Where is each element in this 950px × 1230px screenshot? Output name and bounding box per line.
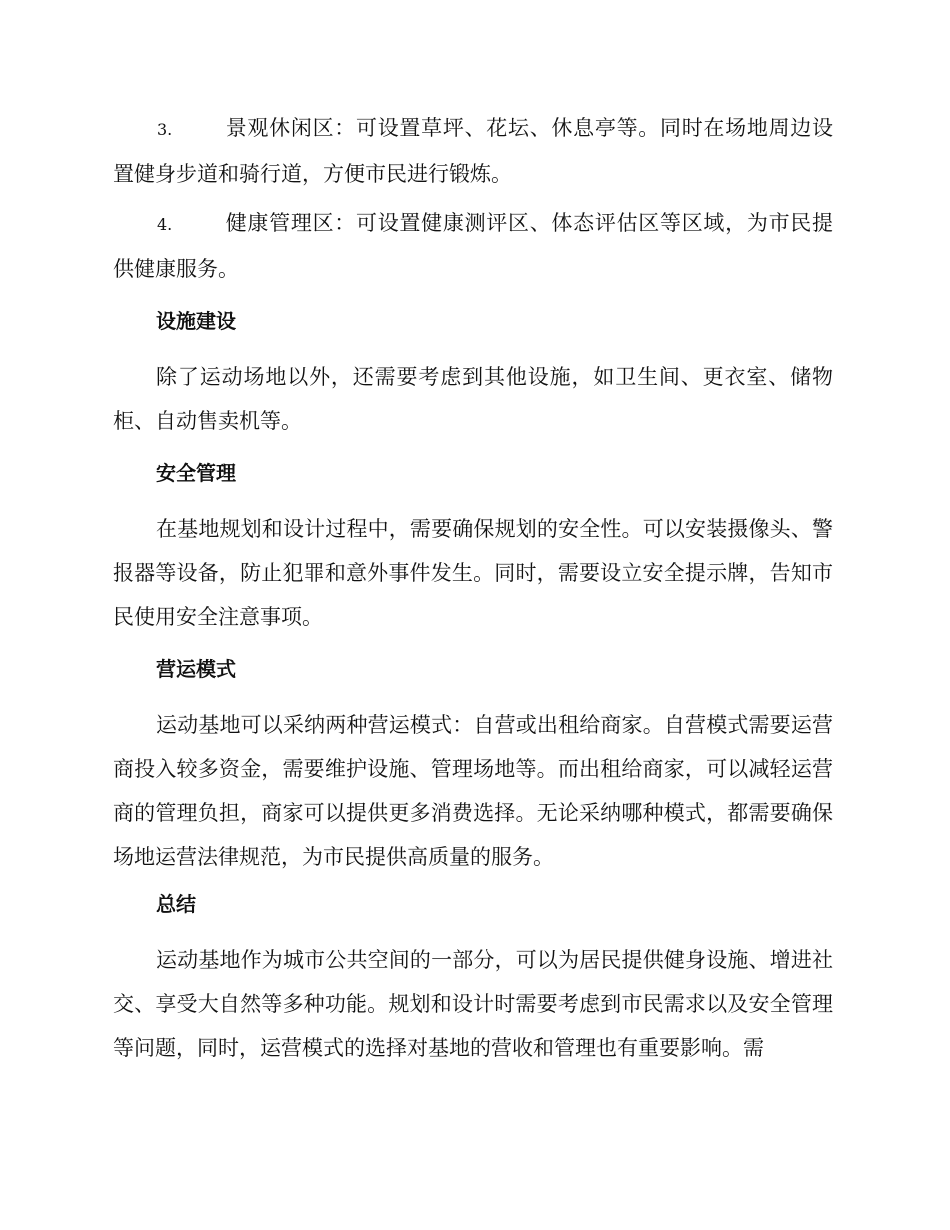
paragraph-facilities: 除了运动场地以外，还需要考虑到其他设施，如卫生间、更衣室、储物柜、自动售卖机等。 [113,365,833,433]
section-heading-summary: 总结 [156,892,196,916]
paragraph-summary: 运动基地作为城市公共空间的一部分，可以为居民提供健身设施、增进社交、享受大自然等多种功能。规划和设计时需要考虑到市民需求以及安全管理等问题，同时，运营模式的选择对基地的营收和管理也有重要影响。需 [113,948,833,1060]
section-heading-facilities: 设施建设 [156,309,236,333]
list-item-4 [113,201,833,291]
list-number: 3. [157,120,173,139]
list-number: 4. [157,215,173,234]
list-item-3 [113,106,833,196]
paragraph-safety: 在基地规划和设计过程中，需要确保规划的安全性。可以安装摄像头、警报器等设备，防止犯罪和意外事件发生。同时，需要设立安全提示牌，告知市民使用安全注意事项。 [113,517,833,629]
list-item-text: 健康管理区：可设置健康测评区、体态评估区等区域，为市民提供健康服务。 [113,211,833,281]
paragraph-operation: 运动基地可以采纳两种营运模式：自营或出租给商家。自营模式需要运营商投入较多资金，需要维护设施、管理场地等。而出租给商家，可以减轻运营商的管理负担，商家可以提供更多消费选择。无论采纳哪种模式，都需要确保场地运营法律规范，为市民提供高质量的服务。 [113,713,833,869]
list-item-text: 景观休闲区：可设置草坪、花坛、休息亭等。同时在场地周边设置健身步道和骑行道，方便市民进行锻炼。 [113,116,833,186]
section-heading-safety: 安全管理 [156,461,236,485]
section-heading-operation: 营运模式 [156,657,236,681]
